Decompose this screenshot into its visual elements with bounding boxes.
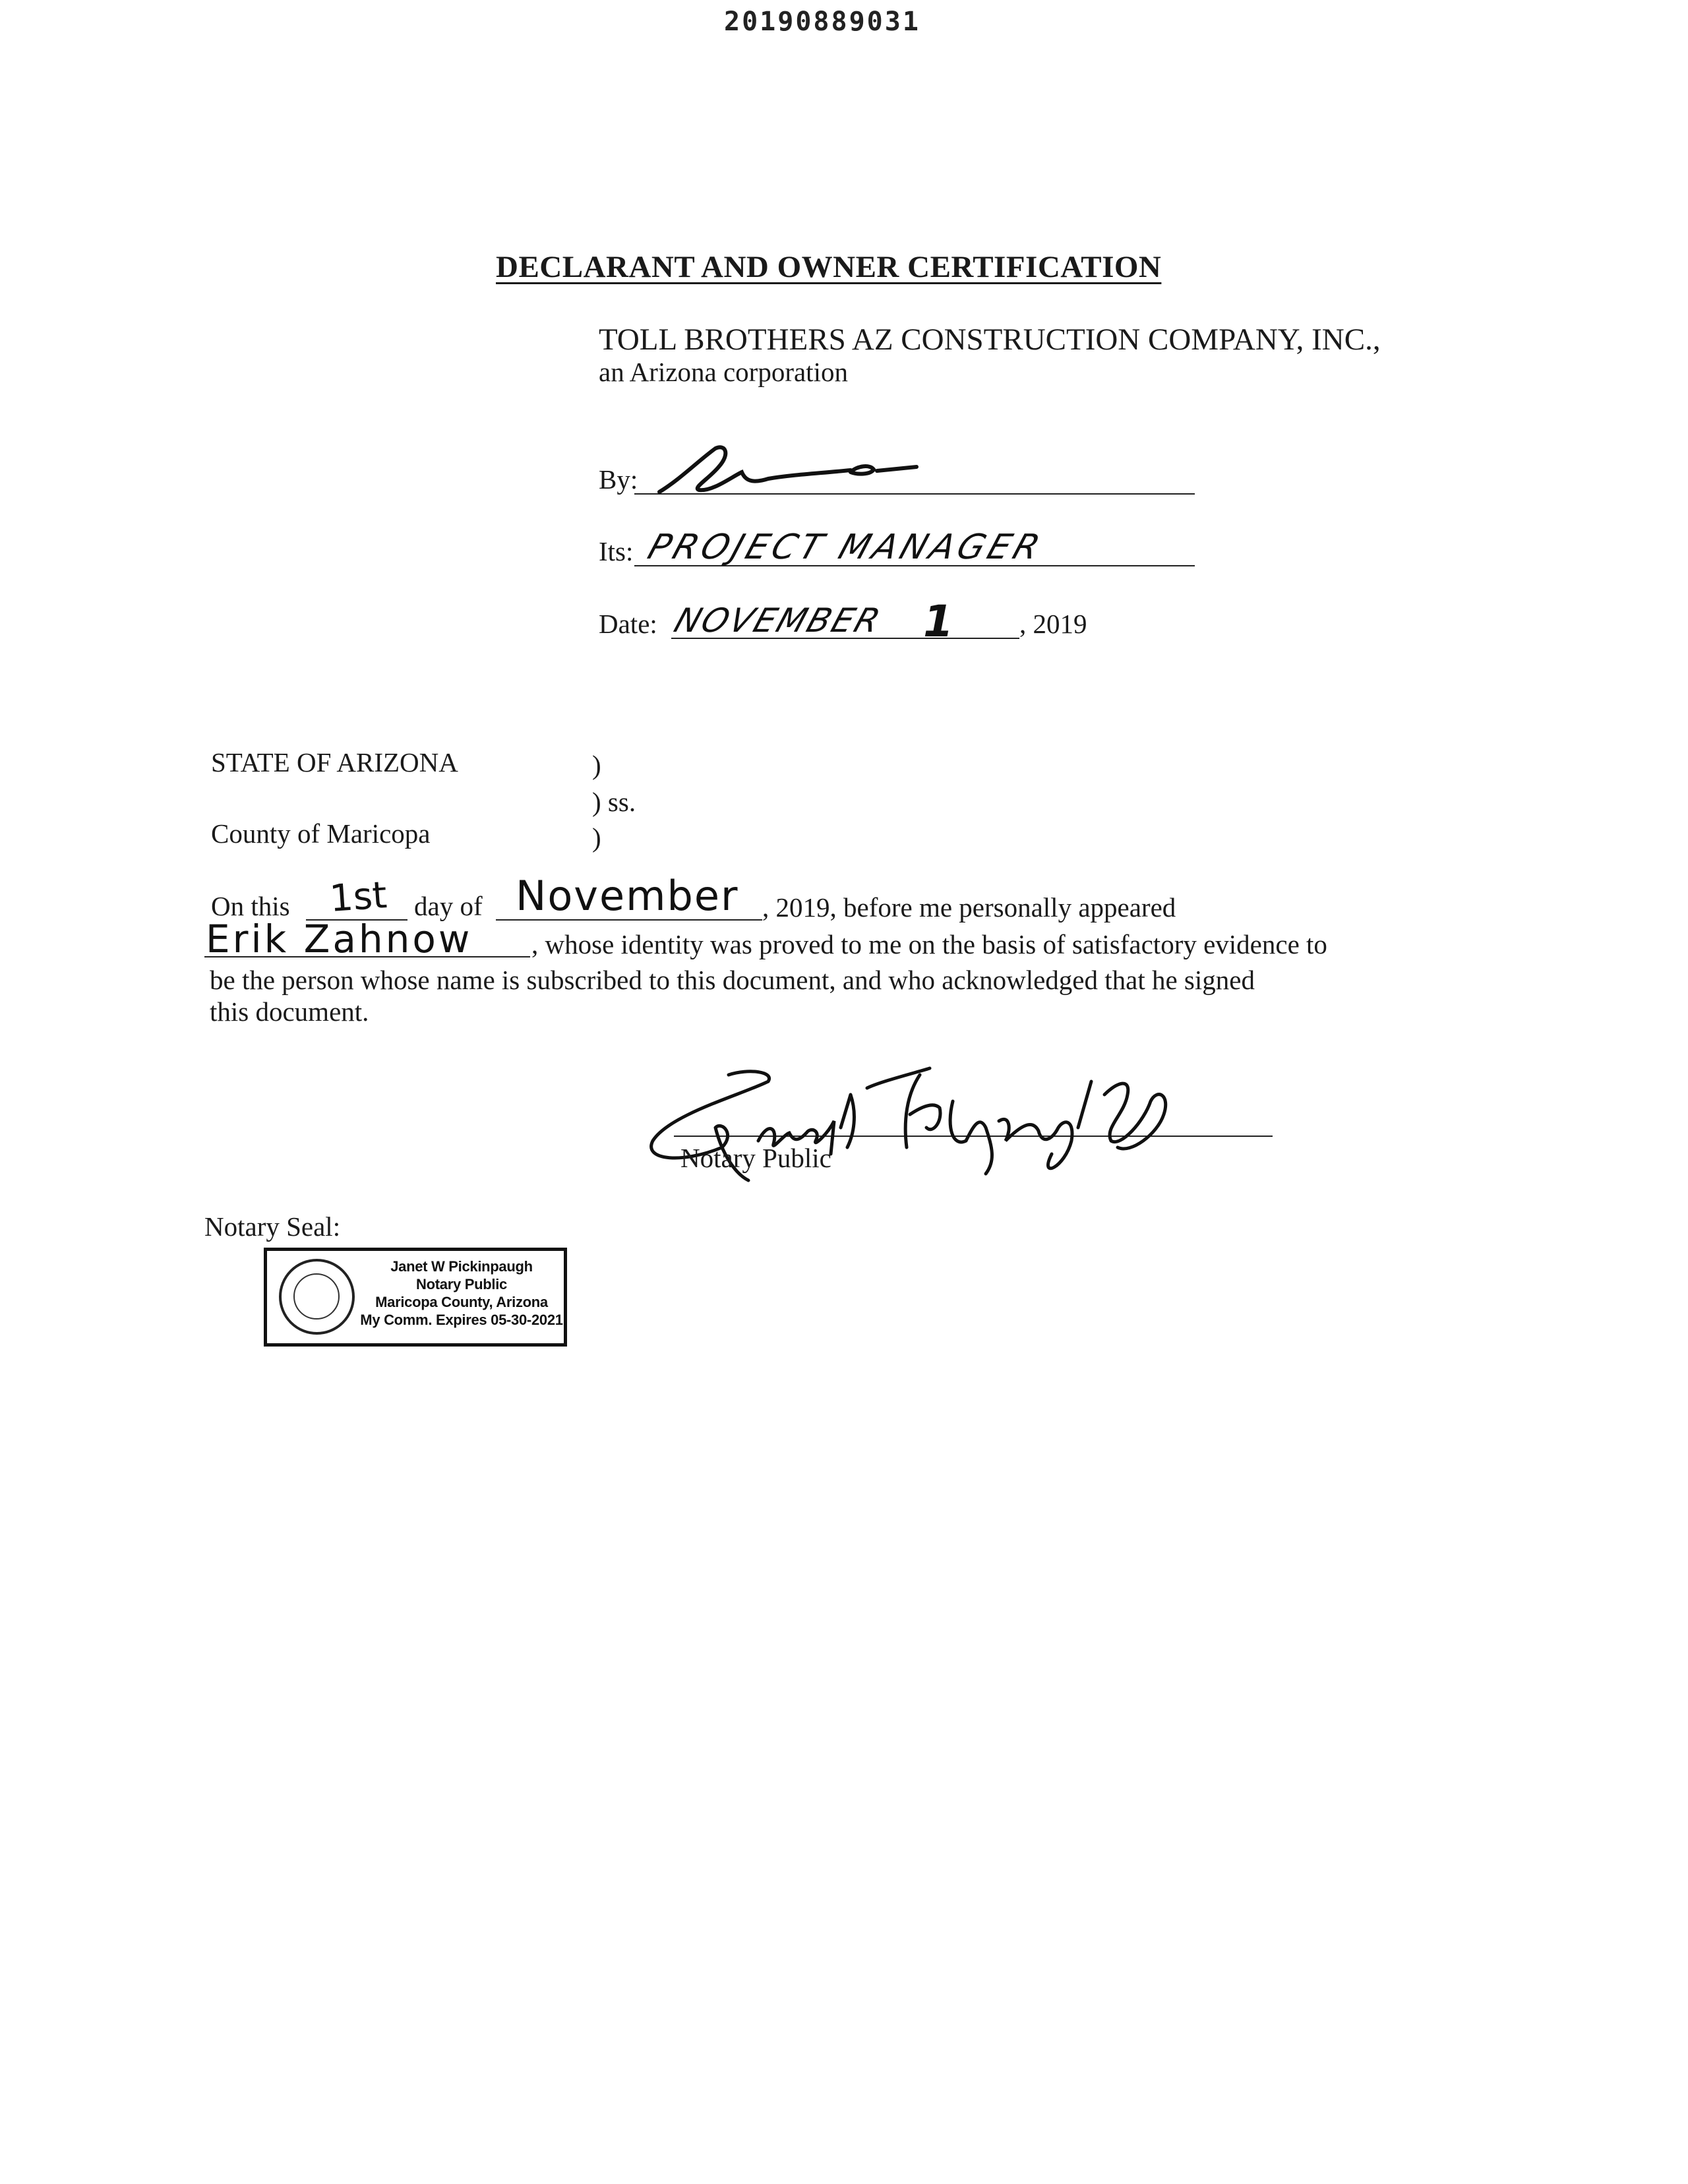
document-title: DECLARANT AND OWNER CERTIFICATION <box>496 250 1162 284</box>
date-handwritten-day: 1 <box>923 596 953 647</box>
ack-line3-text: be the person whose name is subscribed to this document, and who acknowledged that he signed <box>210 965 1255 995</box>
notary-public-label: Notary Public <box>680 1143 831 1173</box>
date-handwritten-month: NOVEMBER <box>669 601 887 640</box>
venue-paren-top: ) <box>592 750 601 780</box>
venue-ss: ) ss. <box>592 787 636 817</box>
ack-line4-text: this document. <box>210 996 369 1027</box>
document-number: 20190889031 <box>724 7 920 37</box>
company-name: TOLL BROTHERS AZ CONSTRUCTION COMPANY, INC., <box>599 322 1381 357</box>
declarant-signature <box>653 440 930 500</box>
arizona-state-seal-icon <box>279 1259 355 1335</box>
its-label: Its: <box>599 536 634 566</box>
seal-commission-expiry: My Comm. Expires 05-30-2021 <box>360 1312 563 1328</box>
venue-county: County of Maricopa <box>211 818 431 849</box>
date-year: , 2019 <box>1019 609 1087 639</box>
date-label: Date: <box>599 609 657 639</box>
notary-seal-stamp <box>264 1248 567 1347</box>
seal-notary-county: Maricopa County, Arizona <box>375 1294 548 1310</box>
ack-line2-text: , whose identity was proved to me on the basis of satisfactory evidence to <box>531 929 1327 959</box>
ack-person-value: Erik Zahnow <box>206 917 473 961</box>
company-description: an Arizona corporation <box>599 357 848 387</box>
seal-notary-title: Notary Public <box>416 1276 507 1292</box>
venue-paren-bottom: ) <box>592 822 601 853</box>
ack-on-this: On this <box>211 891 290 921</box>
seal-notary-name: Janet W Pickinpaugh <box>390 1258 533 1275</box>
seal-inner-ring <box>293 1273 340 1320</box>
ack-month-value: November <box>516 872 739 920</box>
ack-day-value: 1st <box>328 874 388 921</box>
ack-day-of: day of <box>414 891 483 921</box>
ack-year-text: , 2019, before me personally appeared <box>762 892 1176 923</box>
venue-state: STATE OF ARIZONA <box>211 747 458 777</box>
notary-seal-label: Notary Seal: <box>204 1211 341 1242</box>
by-label: By: <box>599 464 638 495</box>
its-handwritten-value: PROJECT MANAGER <box>643 528 1049 567</box>
